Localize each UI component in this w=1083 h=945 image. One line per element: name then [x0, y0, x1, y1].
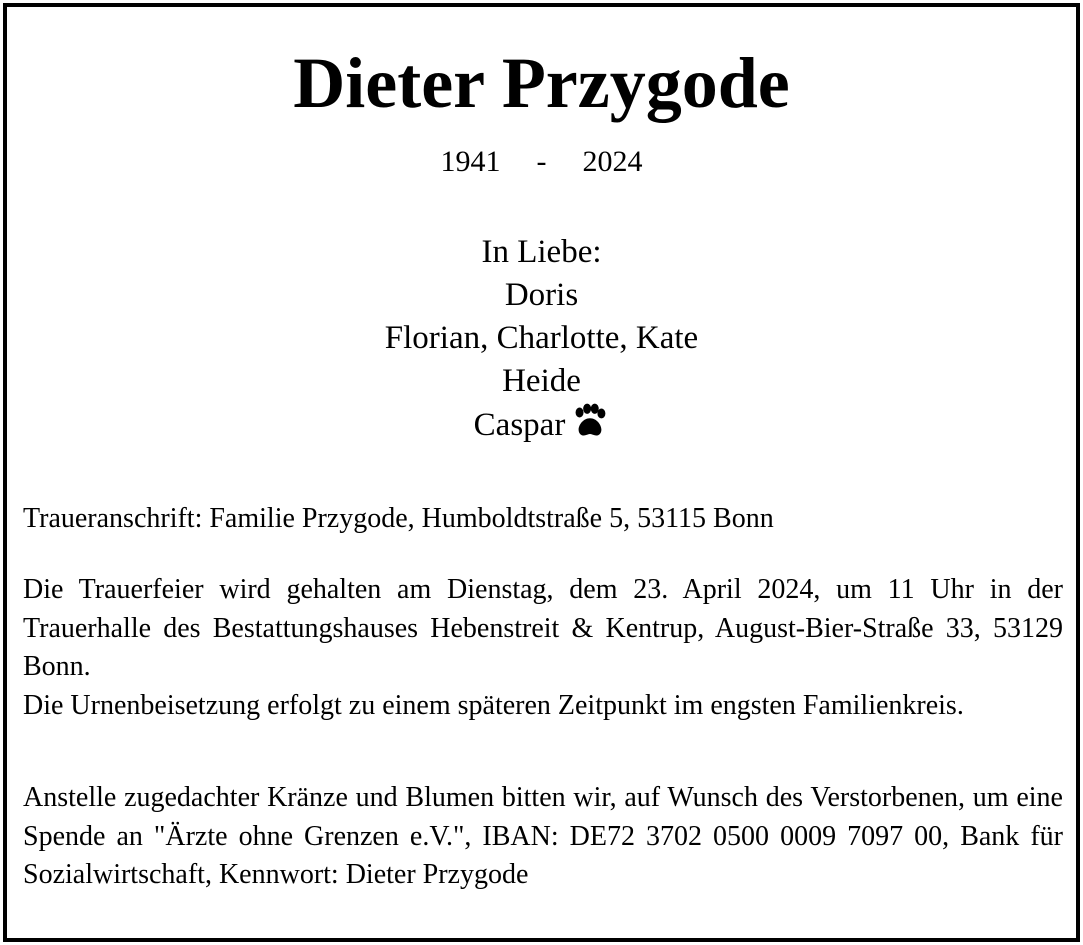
mourners-list	[7, 231, 1076, 447]
mourner-line-pet	[7, 403, 1076, 447]
mourner-line: Heide	[502, 363, 581, 399]
date-separator: -	[536, 145, 547, 178]
mourner-line: Florian, Charlotte, Kate	[384, 320, 699, 356]
donation-paragraph: Anstelle zugedachter Kränze und Blumen bitten wir, auf Wunsch des Verstorbenen, um eine Spende an "Ärzte ohne Grenzen e.V.", IBAN: DE72 3702 0500 0009 7097 00, Bank für Sozialwirtschaft, Kennwort: Dieter Przygode	[23, 782, 1063, 890]
pet-name: Caspar	[473, 407, 566, 443]
obituary-notice-frame	[3, 3, 1080, 942]
paw-print-icon	[571, 403, 609, 441]
life-dates	[7, 144, 1076, 180]
mourning-address: Traueranschrift: Familie Przygode, Humboldtstraße 5, 53115 Bonn	[23, 503, 774, 534]
death-year: 2024	[582, 145, 643, 178]
mourner-line: Doris	[504, 277, 579, 313]
burial-paragraph: Die Urnenbeisetzung erfolgt zu einem späteren Zeitpunkt im engsten Familienkreis.	[23, 690, 964, 721]
ceremony-paragraph: Die Trauerfeier wird gehalten am Dienstag, dem 23. April 2024, um 11 Uhr in der Trauerhalle des Bestattungshauses Hebenstreit & Kentrup, August-Bier-Straße 33, 53129 Bonn.	[23, 574, 1063, 682]
in-love-intro: In Liebe:	[481, 234, 602, 270]
birth-year: 1941	[440, 145, 501, 178]
deceased-name: Dieter Przygode	[293, 43, 790, 123]
